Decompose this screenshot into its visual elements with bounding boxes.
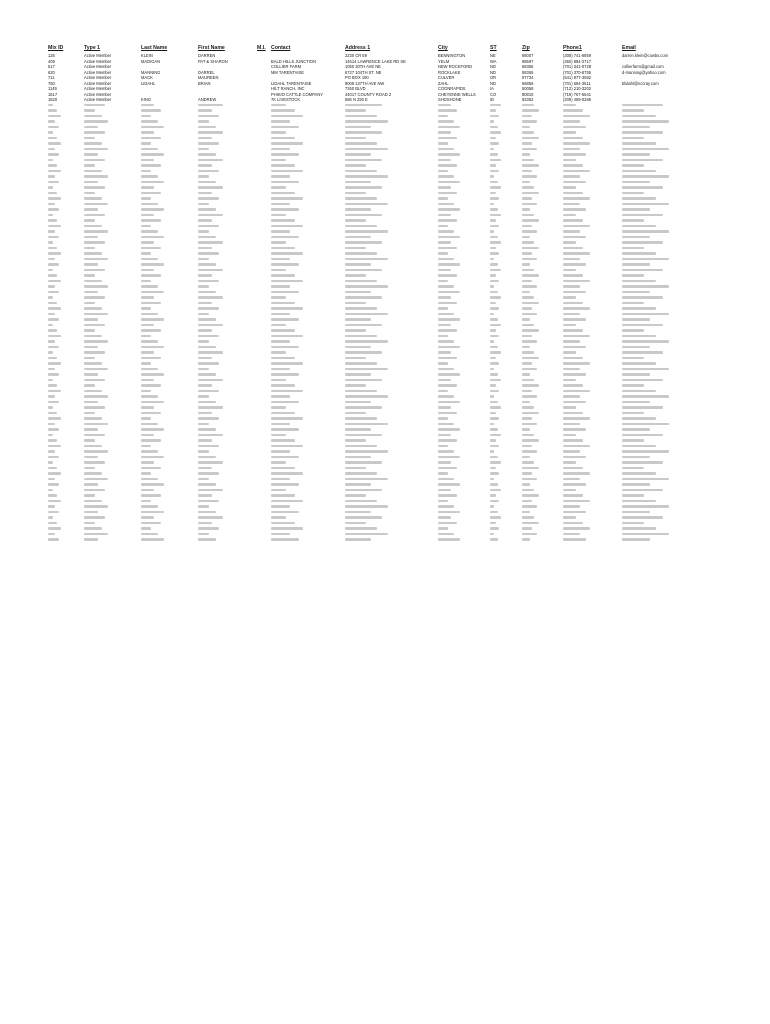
- table-header: [48, 44, 728, 52]
- table-cell: Active Member: [84, 91, 112, 97]
- unreadable-row: [48, 537, 728, 543]
- table-cell: d-manning@yahoo.com: [622, 69, 666, 75]
- table-cell: 80810: [522, 91, 534, 97]
- table-cell: 1520: [48, 97, 58, 102]
- table-cell: 1149: [48, 86, 57, 91]
- table-cell: COLLIER FARM: [271, 64, 302, 69]
- table-cell: PAT & SHARON: [198, 58, 228, 64]
- table-cell: 586 N 250 E: [345, 97, 368, 102]
- table-cell: (719) 767-6641: [563, 91, 591, 97]
- table-cell: Active Member: [84, 80, 112, 86]
- table-cell: ND: [490, 64, 496, 69]
- table-cell: 14614 LAWRENCE LAKE RD SE: [345, 58, 406, 64]
- table-cell: ANDREW: [198, 97, 217, 102]
- table-cell: ND: [490, 80, 496, 86]
- table-cell: CULVER: [438, 75, 455, 80]
- table-cell: 1517: [48, 91, 58, 97]
- table-cell: MACK: [141, 75, 153, 80]
- column-header: Contact: [271, 45, 291, 51]
- column-header: Last Name: [141, 45, 168, 51]
- table-cell: (701) 370-8755: [563, 69, 591, 75]
- table-cell: darren.klein@cowbs.com: [622, 53, 669, 58]
- table-cell: 9005 137TH AVE NW: [345, 80, 385, 86]
- column-header: Mix ID: [48, 45, 64, 51]
- table-cell: ND: [490, 69, 496, 75]
- table-cell: (701) 341-0728: [563, 64, 591, 69]
- table-cell: WA: [490, 58, 497, 64]
- table-cell: DARREN: [198, 53, 216, 58]
- table-cell: LIDAHL TARENTAISE: [271, 80, 312, 86]
- table-cell: 125: [48, 53, 55, 58]
- table-cell: 98597: [522, 58, 534, 64]
- table-cell: 58356: [522, 64, 534, 69]
- table-cell: Active Member: [84, 97, 112, 102]
- table-cell: LIDAHL: [141, 80, 156, 86]
- column-header: First Name: [198, 45, 225, 51]
- table-cell: 517: [48, 64, 55, 69]
- table-cell: Active Member: [84, 64, 112, 69]
- table-cell: MM TARENTAISE: [271, 69, 304, 75]
- table-cell: Active Member: [84, 69, 112, 75]
- table-cell: Active Member: [84, 53, 112, 58]
- table-cell: YELM: [438, 58, 450, 64]
- table-cell: Active Member: [84, 86, 112, 91]
- table-cell: 711: [48, 75, 55, 80]
- table-cell: ROCKLAKE: [438, 69, 461, 75]
- table-cell: 58856: [522, 80, 534, 86]
- table-cell: Active Member: [84, 75, 112, 80]
- table-cell: CHEYENNE WELLS: [438, 91, 476, 97]
- table-cell: NEW ROCKFORD: [438, 64, 473, 69]
- column-header: Phone1: [563, 45, 582, 51]
- table-cell: 7260 BLVD: [345, 86, 366, 91]
- table-cell: (701) 694-3511: [563, 80, 591, 86]
- table-cell: MAUREEN: [198, 75, 219, 80]
- table-cell: 58365: [522, 69, 534, 75]
- table-cell: (360) 894-2717: [563, 58, 591, 64]
- table-cell: COONRAPIDS: [438, 86, 466, 91]
- table-cell: 1050 30TH AVE NE: [345, 64, 381, 69]
- table-cell: BALD HILLS JUNCTION: [271, 58, 317, 64]
- table-cell: HILT RANCH, INC: [271, 86, 305, 91]
- table-cell: (712) 210-3202: [563, 86, 591, 91]
- table-cell: ID: [490, 97, 495, 102]
- column-header: Address 1: [345, 45, 371, 51]
- column-header: City: [438, 45, 448, 51]
- table-cell: 68007: [522, 53, 534, 58]
- column-header: Email: [622, 45, 636, 51]
- table-cell: (208) 459-0286: [563, 97, 591, 102]
- table-cell: PHIKIO CATTLE COMPANY: [271, 91, 323, 97]
- table-cell: NE: [490, 53, 496, 58]
- table-cell: (308) 741-6859: [563, 53, 591, 58]
- table-cell: 83352: [522, 97, 534, 102]
- table-cell: ZAHL: [438, 80, 449, 86]
- table-cell: DARREL: [198, 69, 215, 75]
- table-cell: KING: [141, 97, 152, 102]
- table-cell: BRIAN: [198, 80, 211, 86]
- table-body: [48, 53, 728, 543]
- table-cell: 44017 COUNTY ROAD 2: [345, 91, 392, 97]
- table-cell: 2230 CR 59: [345, 53, 367, 58]
- column-header: Type 1: [84, 45, 101, 51]
- column-header: Zip: [522, 45, 530, 51]
- table-cell: IA: [490, 86, 494, 91]
- table-cell: SHOSHONE: [438, 97, 462, 102]
- column-header: M.I.: [257, 45, 266, 51]
- table-cell: blidahl@nccray.com: [622, 80, 659, 86]
- table-cell: PO BOX 190: [345, 75, 369, 80]
- table-cell: collierfarm@gmail.com: [622, 64, 664, 69]
- table-cell: BENNINGTON: [438, 53, 466, 58]
- table-cell: 409: [48, 58, 55, 64]
- table-cell: CO: [490, 91, 497, 97]
- column-header: ST: [490, 45, 497, 51]
- table-cell: 97734: [522, 75, 534, 80]
- table-cell: KLEIN: [141, 53, 153, 58]
- member-table: [48, 44, 728, 543]
- table-cell: 6727 104TH ST. NE: [345, 69, 382, 75]
- table-cell: 7K LIVESTOCK: [271, 97, 301, 102]
- table-cell: (541) 977-3082: [563, 75, 591, 80]
- table-cell: 750: [48, 80, 55, 86]
- table-cell: 620: [48, 69, 55, 75]
- table-cell: 50058: [522, 86, 534, 91]
- table-cell: MANNING: [141, 69, 161, 75]
- table-cell: Active Member: [84, 58, 112, 64]
- table-cell: OR: [490, 75, 497, 80]
- table-cell: MADIGAN: [141, 58, 161, 64]
